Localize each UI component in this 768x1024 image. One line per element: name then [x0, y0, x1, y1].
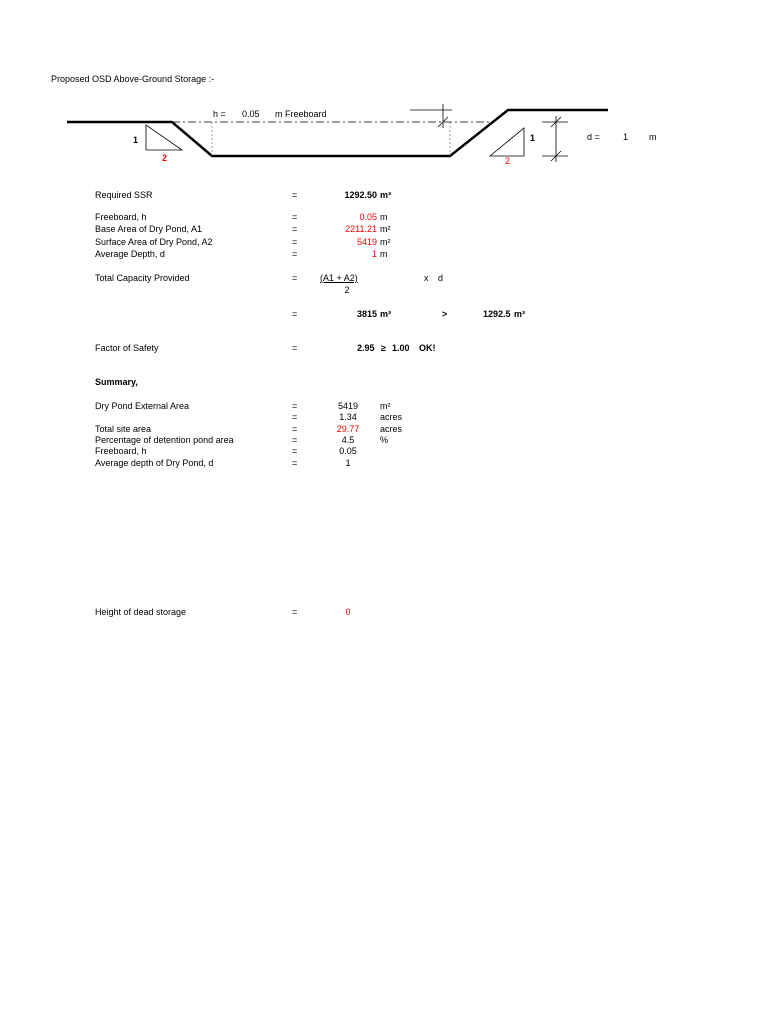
pond-profile-line	[67, 110, 608, 156]
left-slope-triangle	[146, 125, 182, 150]
summary-row-eq: =	[292, 424, 298, 434]
summary-row-value: 4.5	[341, 435, 355, 445]
total-capacity-denominator: 2	[344, 285, 350, 295]
dead-storage-label: Height of dead storage	[95, 607, 187, 617]
summary-row-unit: m²	[380, 401, 391, 411]
right-slope-triangle	[490, 128, 524, 156]
freeboard-unit: m	[380, 212, 388, 222]
summary-row-eq: =	[292, 446, 298, 456]
capacity-result-value: 3815	[356, 309, 377, 319]
total-capacity-numerator: (A1 + A2)	[320, 273, 358, 283]
h-label: h =	[213, 109, 226, 119]
summary-row-eq: =	[292, 401, 298, 411]
base-area-value: 2211.21	[345, 224, 377, 234]
base-area-unit: m²	[380, 224, 391, 234]
summary-row-value: 0.05	[339, 446, 357, 456]
factor-of-safety-threshold: 1.00	[392, 343, 410, 353]
factor-of-safety-status: OK!	[419, 343, 436, 353]
factor-of-safety-value: 2.95	[357, 343, 375, 353]
avg-depth-eq: =	[292, 249, 298, 259]
summary-row-label: Percentage of detention pond area	[95, 435, 234, 445]
summary-row-label: Average depth of Dry Pond, d	[95, 458, 214, 468]
capacity-comparator: >	[442, 309, 448, 319]
summary-row-label: Freeboard, h	[95, 446, 147, 456]
summary-row-eq: =	[292, 412, 298, 422]
h-value: 0.05	[242, 109, 260, 119]
freeboard-eq: =	[292, 212, 298, 222]
total-capacity-d: d	[438, 273, 444, 283]
summary-row-unit: %	[380, 435, 389, 445]
summary-row-value: 29.77	[336, 424, 360, 434]
summary-row-value: 1	[345, 458, 351, 468]
slope-right-horizontal: 2	[505, 156, 511, 166]
base-area-label: Base Area of Dry Pond, A1	[95, 224, 203, 234]
avg-depth-unit: m	[380, 249, 388, 259]
required-ssr-value: 1292.50	[344, 190, 377, 200]
summary-row-label: Dry Pond External Area	[95, 401, 190, 411]
avg-depth-value: 1	[371, 249, 377, 259]
summary-row-unit: acres	[380, 412, 403, 422]
slope-right-vertical: 1	[530, 133, 536, 143]
dead-storage-eq: =	[292, 607, 298, 617]
avg-depth-label: Average Depth, d	[95, 249, 165, 259]
required-ssr-eq: =	[292, 190, 298, 200]
total-capacity-eq: =	[292, 273, 298, 283]
capacity-result-eq: =	[292, 309, 298, 319]
summary-row-value: 1.34	[339, 412, 357, 422]
total-capacity-label: Total Capacity Provided	[95, 273, 190, 283]
required-ssr-unit: m³	[380, 190, 391, 200]
summary-row-eq: =	[292, 435, 298, 445]
summary-row-eq: =	[292, 458, 298, 468]
surface-area-eq: =	[292, 237, 298, 247]
factor-of-safety-eq: =	[292, 343, 298, 353]
surface-area-label: Surface Area of Dry Pond, A2	[95, 237, 213, 247]
dead-storage-value: 0	[345, 607, 351, 617]
d-value: 1	[623, 132, 629, 142]
slope-left-horizontal: 2	[162, 153, 168, 163]
page-title: Proposed OSD Above-Ground Storage :-	[51, 74, 215, 84]
pond-cross-section-diagram	[0, 95, 768, 175]
summary-row-unit: acres	[380, 424, 403, 434]
summary-title: Summary,	[95, 377, 138, 387]
summary-row-value: 5419	[337, 401, 359, 411]
capacity-compare-unit: m³	[514, 309, 525, 319]
summary-row-label: Total site area	[95, 424, 152, 434]
d-label: d =	[587, 132, 600, 142]
base-area-eq: =	[292, 224, 298, 234]
capacity-compare-value: 1292.5	[483, 309, 511, 319]
freeboard-label: Freeboard, h	[95, 212, 147, 222]
required-ssr-label: Required SSR	[95, 190, 153, 200]
freeboard-value: 0.05	[359, 212, 377, 222]
d-unit: m	[649, 132, 657, 142]
surface-area-value: 5419	[356, 237, 377, 247]
freeboard-label: m Freeboard	[275, 109, 327, 119]
factor-of-safety-geq: ≥	[381, 343, 386, 353]
capacity-result-unit: m³	[380, 309, 391, 319]
factor-of-safety-label: Factor of Safety	[95, 343, 159, 353]
surface-area-unit: m²	[380, 237, 391, 247]
total-capacity-times: x	[424, 273, 429, 283]
slope-left-vertical: 1	[133, 135, 139, 145]
